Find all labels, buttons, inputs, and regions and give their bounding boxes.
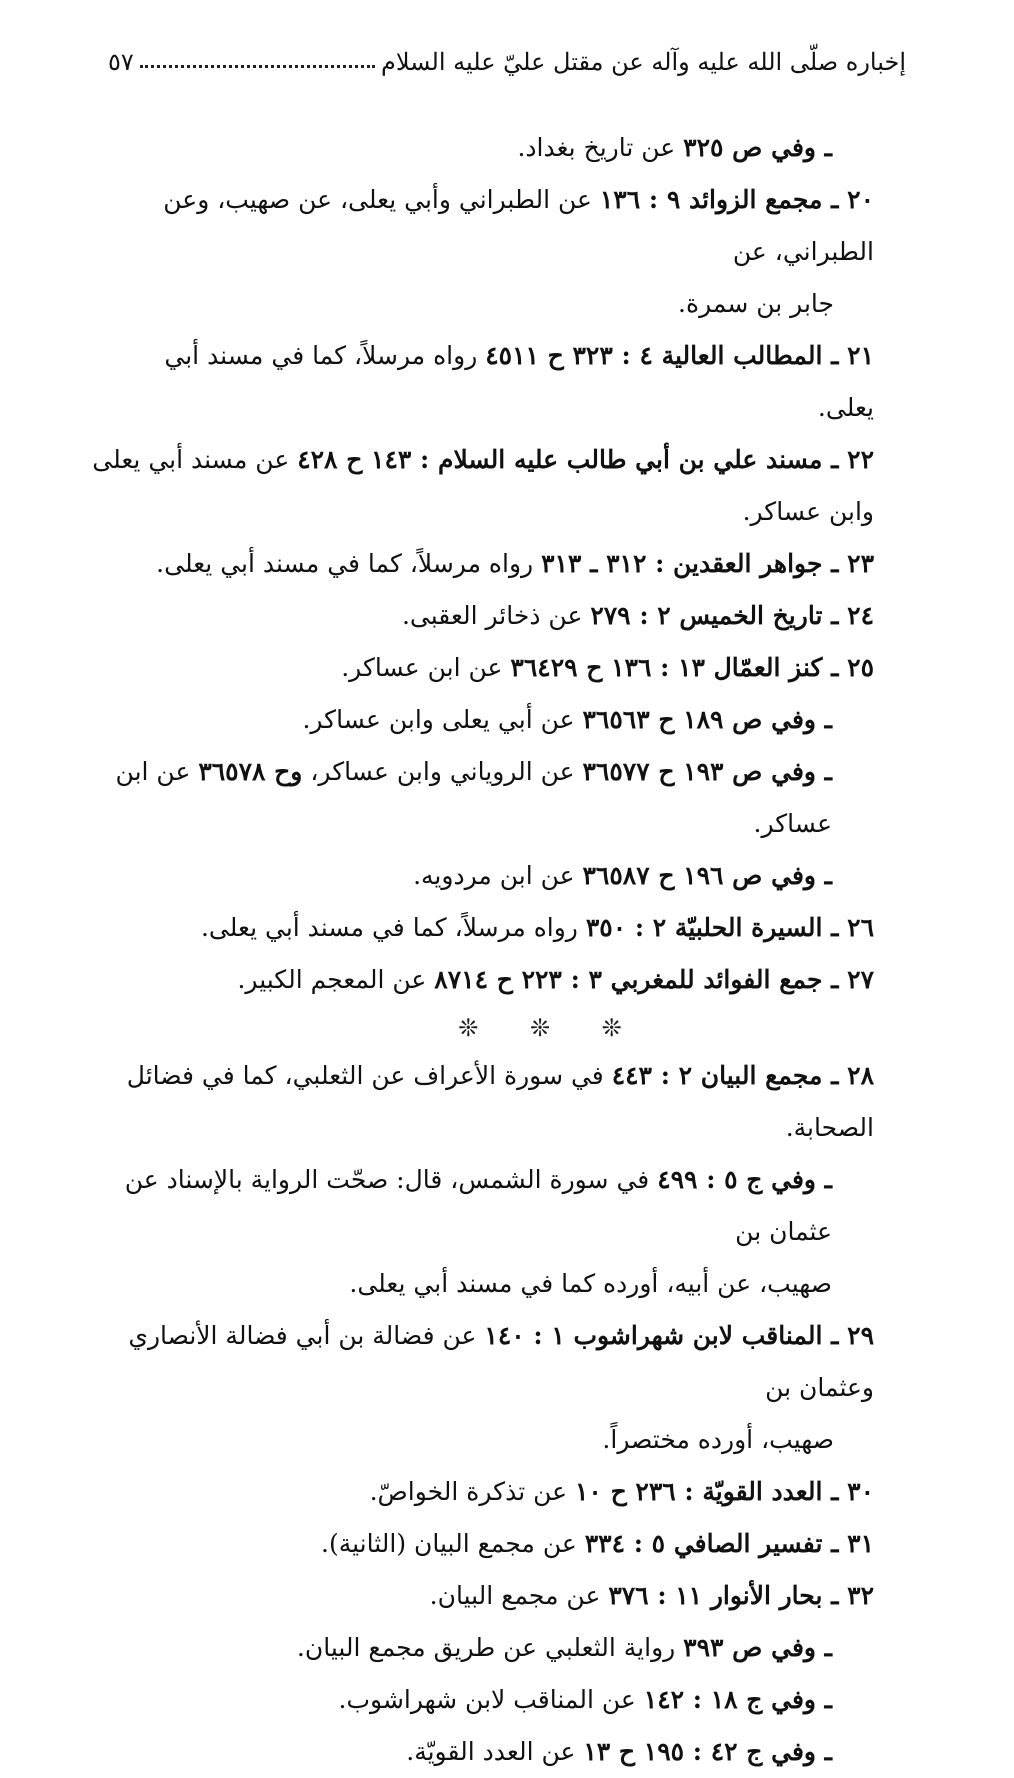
source-text: عن مجمع البيان. (429, 1581, 609, 1610)
reference-entry (108, 1466, 874, 1518)
reference-entry (108, 746, 832, 850)
source-label: ٢٤ ـ تاريخ الخميس ٢ : ٢٧٩ (590, 601, 874, 630)
source-text: في سورة الأعراف عن الثعلبي، كما في فضائل الصحابة. (126, 1061, 874, 1142)
reference-entry (76, 1154, 832, 1310)
source-text-continued: صهيب، عن أبيه، أورده كما في مسند أبي يعلى. (349, 1269, 832, 1298)
reference-entry (108, 590, 874, 642)
reference-entry (108, 538, 874, 590)
source-text: عن ابن مردويه. (413, 861, 583, 890)
running-header (108, 40, 906, 84)
source-text: عن أبي يعلى وابن عساكر. (302, 705, 583, 734)
reference-entry (108, 954, 874, 1006)
source-label: ٣٠ ـ العدد القويّة : ٢٣٦ ح ١٠ (575, 1477, 874, 1506)
reference-entry (108, 642, 874, 694)
source-text: رواه مرسلاً، كما في مسند أبي يعلى. (156, 549, 542, 578)
reference-entry (108, 330, 874, 434)
reference-entry (76, 434, 874, 538)
source-text: عن فضالة بن أبي فضالة الأنصاري وعثمان بن (128, 1321, 874, 1402)
source-text: عن العدد القويّة. (406, 1737, 584, 1766)
source-text: عن ذخائر العقبى. (401, 601, 591, 630)
source-text: عن مسند أبي يعلى وابن عساكر. (92, 445, 874, 526)
reference-entry (108, 694, 832, 746)
source-text: عن المعجم الكبير. (237, 965, 435, 994)
header-title: إخباره صلّى الله عليه وآله عن مقتل عليّ عليه السلام (380, 48, 906, 76)
source-label: ٢٩ ـ المناقب لابن شهراشوب ١ : ١٤٠ (484, 1321, 874, 1350)
source-label: ـ وفي ص ٣٩٣ (683, 1633, 832, 1662)
footnote-list (92, 122, 874, 1778)
reference-entry (108, 1622, 832, 1674)
source-text: رواية الثعلبي عن طريق مجمع البيان. (296, 1633, 684, 1662)
source-text: رواه مرسلاً، كما في مسند أبي يعلى. (164, 341, 874, 422)
reference-entry (76, 1310, 874, 1466)
source-label: ـ وفي ص ١٩٣ ح ٣٦٥٧٧ (582, 757, 832, 786)
source-text: في سورة الشمس، قال: صحّت الرواية بالإسناد عن عثمان بن (124, 1165, 832, 1246)
source-label: ٢٠ ـ مجمع الزوائد ٩ : ١٣٦ (599, 185, 874, 214)
page-number: ٥٧ (108, 48, 134, 76)
source-text: عن مجمع البيان (الثانية). (321, 1529, 585, 1558)
source-text: عن تذكرة الخواصّ. (369, 1477, 575, 1506)
reference-entry (108, 1674, 832, 1726)
source-text-continued: جابر بن سمرة. (678, 289, 834, 318)
source-text: عن الروياني وابن عساكر، (302, 757, 583, 786)
reference-entry (108, 850, 832, 902)
source-label: ٣٢ ـ بحار الأنوار ١١ : ٣٧٦ (608, 1581, 874, 1610)
source-label-secondary: وح ٣٦٥٧٨ (198, 757, 303, 786)
source-text: رواه مرسلاً، كما في مسند أبي يعلى. (200, 913, 586, 942)
source-label: ٢٥ ـ كنز العمّال ١٣ : ١٣٦ ح ٣٦٤٢٩ (510, 653, 874, 682)
section-separator: ❊ ❊ ❊ (458, 1014, 644, 1042)
source-label: ٢٧ ـ جمع الفوائد للمغربي ٣ : ٢٢٣ ح ٨٧١٤ (434, 965, 874, 994)
reference-entry (108, 1570, 874, 1622)
reference-entry (108, 122, 832, 174)
reference-entry (108, 902, 874, 954)
source-label: ـ وفي ج ١٨ : ١٤٢ (643, 1685, 832, 1714)
source-label: ٢٦ ـ السيرة الحلبيّة ٢ : ٣٥٠ (585, 913, 874, 942)
source-text: عن الطبراني وأبي يعلى، عن صهيب، وعن الطبراني، عن (163, 185, 874, 266)
source-label: ٢٣ ـ جواهر العقدين : ٣١٢ ـ ٣١٣ (541, 549, 874, 578)
source-label: ـ وفي ص ٣٢٥ (683, 133, 832, 162)
source-text: عن المناقب لابن شهراشوب. (338, 1685, 644, 1714)
reference-entry (108, 1518, 874, 1570)
source-label: ٢٢ ـ مسند علي بن أبي طالب عليه السلام : ١٤٣ ح ٤٢٨ (297, 445, 874, 474)
reference-entry (108, 1726, 832, 1778)
source-text: عن ابن عساكر. (341, 653, 511, 682)
source-label: ٢١ ـ المطالب العالية ٤ : ٣٢٣ ح ٤٥١١ (485, 341, 874, 370)
source-label: ٢٨ ـ مجمع البيان ٢ : ٤٤٣ (611, 1061, 874, 1090)
reference-entry (76, 1050, 874, 1154)
source-text-continued: صهيب، أورده مختصراً. (602, 1425, 834, 1454)
reference-entry (76, 174, 874, 330)
source-label: ـ وفي ج ٥ : ٤٩٩ (657, 1165, 832, 1194)
source-text-secondary: عن ابن عساكر. (115, 757, 832, 838)
source-label: ـ وفي ص ١٩٦ ح ٣٦٥٨٧ (582, 861, 832, 890)
header-leader-dots (140, 65, 375, 68)
source-label: ـ وفي ص ١٨٩ ح ٣٦٥٦٣ (582, 705, 832, 734)
source-text: عن تاريخ بغداد. (517, 133, 684, 162)
source-label: ـ وفي ج ٤٢ : ١٩٥ ح ١٣ (583, 1737, 832, 1766)
source-label: ٣١ ـ تفسير الصافي ٥ : ٣٣٤ (584, 1529, 874, 1558)
